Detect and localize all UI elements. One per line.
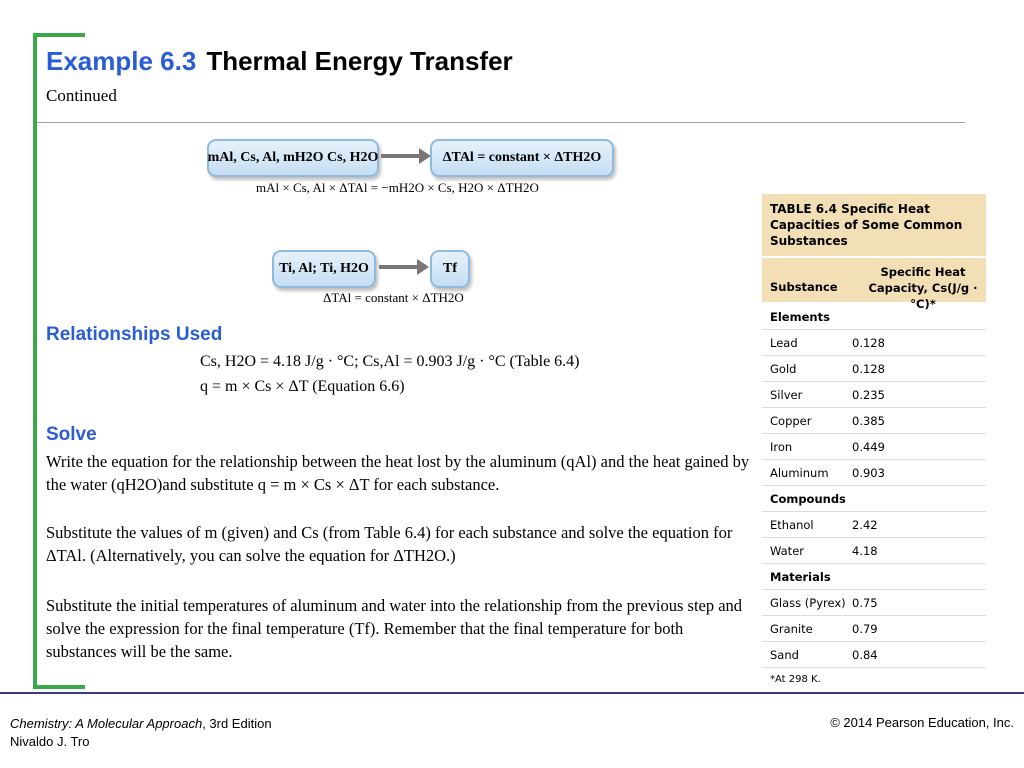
- final-temp-box: Tf: [430, 250, 470, 288]
- arrow-1: [381, 154, 421, 158]
- relationships-heading: Relationships Used: [46, 324, 223, 345]
- column-substance: Substance: [770, 280, 838, 294]
- row-substance: Sand: [770, 647, 799, 662]
- row-value: 4.18: [852, 543, 878, 558]
- solve-paragraph-1: Write the equation for the relationship between the heat lost by the aluminum (qAl) and the heat gained by the water (qH2O)and substitute q = m × Cs × ΔT for each substance.: [46, 452, 750, 494]
- footer-citation: [10, 715, 272, 751]
- category-compounds: Compounds: [762, 486, 986, 512]
- equation-2: ΔTAl = constant × ΔTH2O: [323, 290, 464, 305]
- table-row: [762, 590, 986, 616]
- specific-heat-table: [762, 194, 986, 691]
- table-footnote: *At 298 K.: [770, 674, 821, 685]
- row-substance: Gold: [770, 361, 797, 376]
- row-substance: Aluminum: [770, 465, 829, 480]
- frame-accent-top: [33, 33, 85, 37]
- book-author: Nivaldo J. Tro: [10, 734, 90, 749]
- footer-copyright: © 2014 Pearson Education, Inc.: [830, 715, 1014, 730]
- find-box: ΔTAl = constant × ΔTH2O: [430, 139, 614, 177]
- given-box: mAl, Cs, Al, mH2O Cs, H2O: [207, 139, 379, 177]
- subtitle: Continued: [46, 86, 117, 105]
- relationship-line-1: Cs, H2O = 4.18 J/g · °C; Cs,Al = 0.903 J/g · °C (Table 6.4): [200, 353, 580, 370]
- book-title: Chemistry: A Molecular Approach: [10, 716, 203, 731]
- row-value: 0.385: [852, 413, 885, 428]
- column-specific-heat: Specific Heat Capacity, Cs(J/g · °C)*: [868, 265, 978, 311]
- table-row: [762, 382, 986, 408]
- category-materials: Materials: [762, 564, 986, 590]
- equation-1: mAl × Cs, Al × ΔTAl = −mH2O × Cs, H2O × ΔTH2O: [256, 180, 539, 195]
- solve-paragraph-2: Substitute the values of m (given) and Cs (from Table 6.4) for each substance and solve the equation for ΔTAl. (Alternatively, you can solve the equation for ΔTH2O.): [46, 523, 733, 565]
- row-substance: Copper: [770, 413, 812, 428]
- row-value: 0.84: [852, 647, 878, 662]
- row-value: 0.235: [852, 387, 885, 402]
- row-value: 0.75: [852, 595, 878, 610]
- row-value: 0.903: [852, 465, 885, 480]
- relationship-line-2: q = m × Cs × ΔT (Equation 6.6): [200, 378, 405, 395]
- example-label: Example 6.3: [46, 46, 197, 76]
- footer-divider: [0, 692, 1024, 694]
- title-divider: [37, 122, 965, 123]
- table-row: [762, 408, 986, 434]
- row-value: 0.128: [852, 361, 885, 376]
- table-column-header: [762, 256, 986, 311]
- row-substance: Iron: [770, 439, 793, 454]
- row-substance: Glass (Pyrex): [770, 595, 846, 610]
- table-row: [762, 642, 986, 668]
- arrow-2: [379, 265, 419, 269]
- table-row: [762, 356, 986, 382]
- frame-accent-left: [33, 33, 37, 689]
- table-row: [762, 434, 986, 460]
- row-value: 0.449: [852, 439, 885, 454]
- table-row: [762, 616, 986, 642]
- category-elements: Elements: [762, 304, 986, 330]
- book-edition: , 3rd Edition: [202, 716, 272, 731]
- table-title: TABLE 6.4 Specific Heat Capacities of Some Common Substances: [762, 194, 986, 256]
- row-value: 2.42: [852, 517, 878, 532]
- frame-accent-bottom: [33, 685, 85, 689]
- row-substance: Ethanol: [770, 517, 814, 532]
- row-value: 0.79: [852, 621, 878, 636]
- row-value: 0.128: [852, 335, 885, 350]
- solve-paragraph-3: Substitute the initial temperatures of aluminum and water into the relationship from the previous step and solve the expression for the final temperature (Tf). Remember that the final temperature for both substances will be the same.: [46, 596, 743, 661]
- table-row: [762, 460, 986, 486]
- row-substance: Water: [770, 543, 804, 558]
- slide-title: [46, 46, 513, 77]
- title-text: Thermal Energy Transfer: [206, 46, 513, 76]
- solve-heading: Solve: [46, 424, 97, 445]
- table-row: [762, 538, 986, 564]
- row-substance: Granite: [770, 621, 813, 636]
- row-substance: Lead: [770, 335, 798, 350]
- table-row: [762, 330, 986, 356]
- row-substance: Silver: [770, 387, 803, 402]
- table-row: [762, 512, 986, 538]
- temps-box: Ti, Al; Ti, H2O: [272, 250, 376, 288]
